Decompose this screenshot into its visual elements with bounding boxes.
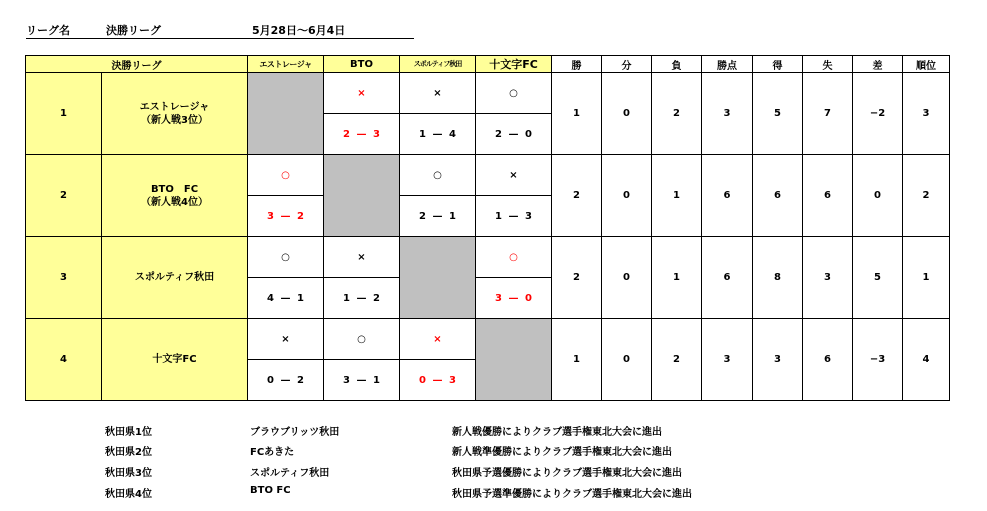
team-name: スポルティフ秋田 xyxy=(102,237,248,319)
col-team-2: BTO xyxy=(324,56,400,73)
table-row xyxy=(26,155,950,196)
stat-goals-for: 3 xyxy=(753,319,803,401)
col-goals-against: 失 xyxy=(803,56,853,73)
result-mark: × xyxy=(324,237,400,278)
stat-goals-for: 8 xyxy=(753,237,803,319)
stat-goal-diff: −3 xyxy=(853,319,903,401)
col-wins: 勝 xyxy=(552,56,602,73)
result-score: 2 — 1 xyxy=(400,196,476,237)
header-row xyxy=(26,56,950,73)
table-row xyxy=(26,73,950,114)
col-goal-diff: 差 xyxy=(853,56,903,73)
result-score: 0 — 2 xyxy=(248,360,324,401)
col-points: 勝点 xyxy=(702,56,753,73)
table-title: 決勝リーグ xyxy=(26,56,248,73)
stat-goals-against: 6 xyxy=(803,319,853,401)
stat-points: 6 xyxy=(702,155,753,237)
stat-draws: 0 xyxy=(602,155,652,237)
stat-wins: 2 xyxy=(552,237,602,319)
result-score: 2 — 0 xyxy=(476,114,552,155)
col-team-3: スポルティフ秋田 xyxy=(400,56,476,73)
result-score: 3 — 0 xyxy=(476,278,552,319)
col-rank: 順位 xyxy=(903,56,950,73)
team-number: 1 xyxy=(26,73,102,155)
result-mark: × xyxy=(476,155,552,196)
footer-note: 秋田県予選準優勝によりクラブ選手権東北大会に進出 xyxy=(452,489,692,500)
stat-wins: 1 xyxy=(552,319,602,401)
result-score: 4 — 1 xyxy=(248,278,324,319)
league-name: 決勝リーグ xyxy=(106,24,161,37)
stat-goals-against: 6 xyxy=(803,155,853,237)
stat-losses: 2 xyxy=(652,73,702,155)
stat-rank: 4 xyxy=(903,319,950,401)
league-table xyxy=(25,55,950,401)
footer-note: 秋田県予選優勝によりクラブ選手権東北大会に進出 xyxy=(452,468,682,479)
col-losses: 負 xyxy=(652,56,702,73)
stat-rank: 1 xyxy=(903,237,950,319)
stat-points: 3 xyxy=(702,73,753,155)
stat-losses: 1 xyxy=(652,237,702,319)
self-cell xyxy=(476,319,552,401)
footer-note: 新人戦準優勝によりクラブ選手権東北大会に進出 xyxy=(452,447,672,458)
result-mark: × xyxy=(400,319,476,360)
self-cell xyxy=(400,237,476,319)
result-mark: ○ xyxy=(324,319,400,360)
result-score: 0 — 3 xyxy=(400,360,476,401)
stat-goal-diff: 5 xyxy=(853,237,903,319)
footer-place: 秋田県1位 xyxy=(105,427,152,438)
stat-losses: 2 xyxy=(652,319,702,401)
result-score: 1 — 2 xyxy=(324,278,400,319)
self-cell xyxy=(248,73,324,155)
period: 5月28日～6月4日 xyxy=(252,24,346,37)
result-score: 1 — 3 xyxy=(476,196,552,237)
team-name: BTO FC （新人戦4位） xyxy=(102,155,248,237)
stat-goals-against: 7 xyxy=(803,73,853,155)
stat-goal-diff: −2 xyxy=(853,73,903,155)
team-name: エストレージャ （新人戦3位） xyxy=(102,73,248,155)
result-mark: × xyxy=(248,319,324,360)
stat-points: 3 xyxy=(702,319,753,401)
result-mark: × xyxy=(400,73,476,114)
result-mark: ○ xyxy=(476,73,552,114)
stat-draws: 0 xyxy=(602,237,652,319)
stat-goals-for: 5 xyxy=(753,73,803,155)
footer-place: 秋田県4位 xyxy=(105,489,152,500)
stat-draws: 0 xyxy=(602,73,652,155)
result-mark: ○ xyxy=(476,237,552,278)
footer-place: 秋田県2位 xyxy=(105,447,152,458)
table-row xyxy=(26,237,950,278)
col-team-1: エストレージャ xyxy=(248,56,324,73)
footer-team: ブラウブリッツ秋田 xyxy=(250,427,340,438)
stat-draws: 0 xyxy=(602,319,652,401)
result-mark: ○ xyxy=(248,155,324,196)
result-score: 1 — 4 xyxy=(400,114,476,155)
footer-note: 新人戦優勝によりクラブ選手権東北大会に進出 xyxy=(452,427,662,438)
team-number: 3 xyxy=(26,237,102,319)
result-score: 3 — 2 xyxy=(248,196,324,237)
team-number: 4 xyxy=(26,319,102,401)
result-score: 2 — 3 xyxy=(324,114,400,155)
stat-wins: 2 xyxy=(552,155,602,237)
footer-team: BTO FC xyxy=(250,485,291,496)
stat-goals-against: 3 xyxy=(803,237,853,319)
col-team-4: 十文字FC xyxy=(476,56,552,73)
col-goals-for: 得 xyxy=(753,56,803,73)
stat-rank: 3 xyxy=(903,73,950,155)
stat-goal-diff: 0 xyxy=(853,155,903,237)
stat-rank: 2 xyxy=(903,155,950,237)
team-number: 2 xyxy=(26,155,102,237)
team-name: 十文字FC xyxy=(102,319,248,401)
stat-losses: 1 xyxy=(652,155,702,237)
footer-team: FCあきた xyxy=(250,447,295,458)
stat-points: 6 xyxy=(702,237,753,319)
league-label: リーグ名 xyxy=(26,24,70,37)
col-draws: 分 xyxy=(602,56,652,73)
table-row xyxy=(26,319,950,360)
header-underline xyxy=(26,38,414,39)
footer-place: 秋田県3位 xyxy=(105,468,152,479)
stat-goals-for: 6 xyxy=(753,155,803,237)
result-mark: × xyxy=(324,73,400,114)
result-mark: ○ xyxy=(400,155,476,196)
self-cell xyxy=(324,155,400,237)
result-score: 3 — 1 xyxy=(324,360,400,401)
stat-wins: 1 xyxy=(552,73,602,155)
footer-team: スポルティフ秋田 xyxy=(250,468,330,479)
result-mark: ○ xyxy=(248,237,324,278)
